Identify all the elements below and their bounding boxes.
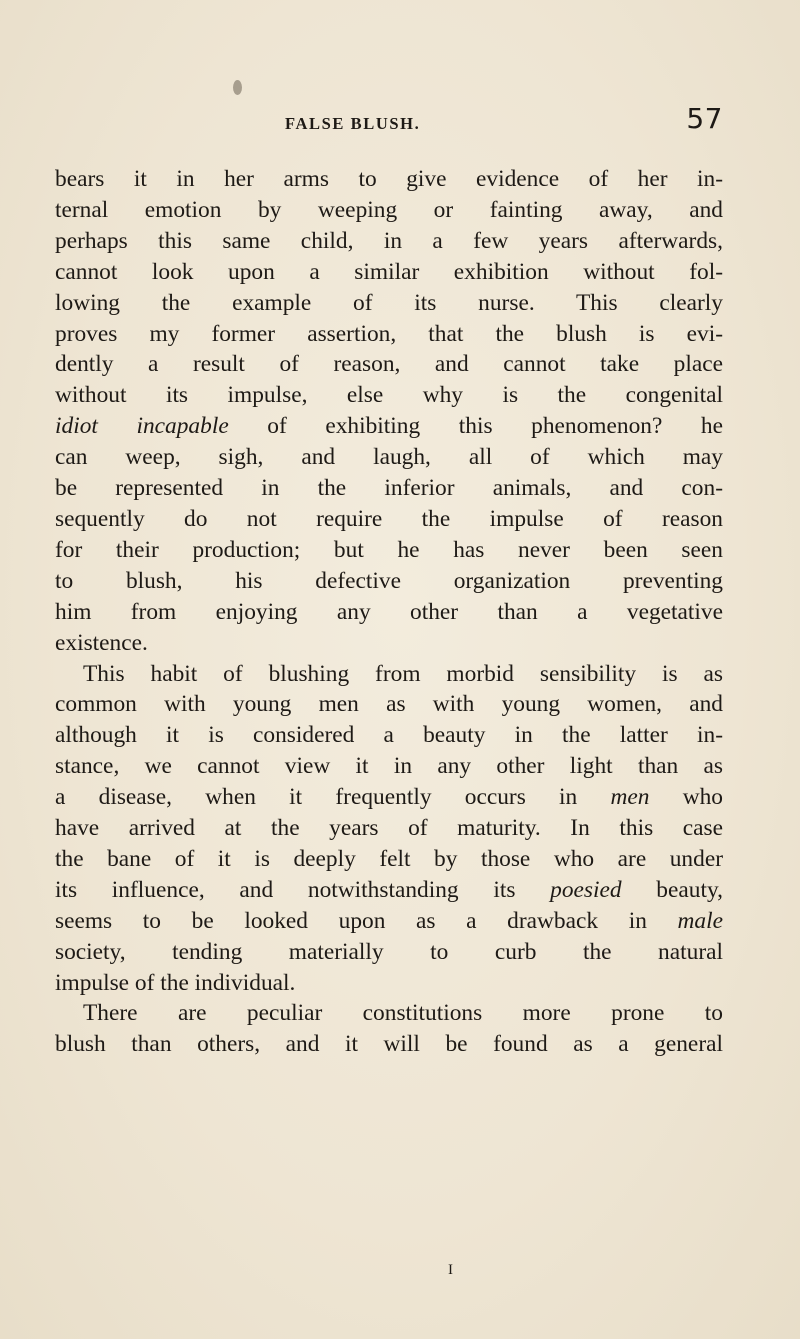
page-header [249, 102, 723, 136]
text-line [55, 288, 723, 319]
text-line [55, 813, 723, 844]
text-segment: blush than others, and it will be found as a general [55, 1031, 723, 1058]
text-line [55, 195, 723, 226]
text-segment: lowing the example of its nurse. This clearly [55, 289, 723, 316]
text-line [55, 257, 723, 288]
text-line [55, 689, 723, 720]
text-segment: be represented in the inferior animals, and con- [55, 475, 723, 502]
text-segment: impulse of the individual. [55, 969, 296, 996]
text-segment: can weep, sigh, and laugh, all of which may [55, 444, 723, 471]
italic-text: men [610, 784, 650, 811]
text-segment: the bane of it is deeply felt by those who are under [55, 845, 723, 872]
text-segment: although it is considered a beauty in the latter in- [55, 722, 723, 749]
text-line [55, 442, 723, 473]
text-line [55, 720, 723, 751]
text-segment: seems to be looked upon as a drawback in [55, 907, 678, 934]
text-segment: bears it in her arms to give evidence of her in- [55, 166, 723, 192]
text-line [55, 566, 723, 597]
text-line [55, 535, 723, 566]
text-line [55, 875, 723, 906]
text-line [55, 164, 723, 195]
text-line [55, 473, 723, 504]
text-segment: dently a result of reason, and cannot take place [55, 351, 723, 378]
text-line [55, 380, 723, 411]
text-segment: beauty, [621, 876, 723, 903]
text-segment: have arrived at the years of maturity. In this case [55, 815, 723, 842]
text-line [55, 937, 723, 968]
page-number: 57 [686, 102, 723, 135]
text-segment: society, tending materially to curb the natural [55, 938, 723, 965]
text-line [55, 504, 723, 535]
text-line [55, 597, 723, 628]
text-line [55, 1029, 723, 1060]
text-segment: a disease, when it frequently occurs in [55, 784, 611, 811]
text-segment: for their production; but he has never been seen [55, 536, 723, 563]
ink-speck [233, 80, 242, 95]
text-segment: existence. [55, 629, 148, 656]
text-segment: sequently do not require the impulse of reason [55, 505, 723, 532]
text-line [55, 844, 723, 875]
text-segment: cannot look upon a similar exhibition without fol- [55, 258, 723, 285]
signature-mark: I [448, 1262, 453, 1278]
text-segment: him from enjoying any other than a vegetative [55, 598, 723, 625]
text-line [55, 968, 723, 999]
text-line [55, 349, 723, 380]
text-segment: without its impulse, else why is the congenital [55, 382, 723, 409]
text-segment: who [649, 784, 723, 811]
italic-text: poesied [550, 876, 622, 903]
text-segment: its influence, and notwithstanding its [55, 876, 551, 903]
text-line [55, 782, 723, 813]
text-segment: common with young men as with young women, and [55, 691, 723, 718]
text-line [55, 411, 723, 442]
text-segment: There are peculiar constitutions more prone to [83, 1000, 723, 1027]
text-line [55, 628, 723, 659]
running-head: FALSE BLUSH. [285, 114, 421, 133]
text-segment: of exhibiting this phenomenon? he [228, 413, 723, 440]
text-line [55, 226, 723, 257]
text-segment: stance, we cannot view it in any other light than as [55, 753, 723, 780]
text-line [55, 751, 723, 782]
text-line [55, 659, 723, 690]
italic-text: male [677, 907, 723, 934]
text-segment: perhaps this same child, in a few years afterwards, [55, 227, 723, 254]
text-line [55, 906, 723, 937]
italic-text: idiot incapable [55, 413, 229, 440]
text-segment: ternal emotion by weeping or fainting away, and [55, 196, 723, 223]
text-segment: to blush, his defective organization preventing [55, 567, 723, 594]
text-segment: proves my former assertion, that the blush is evi- [55, 320, 723, 347]
body-text [55, 164, 723, 1060]
text-segment: This habit of blushing from morbid sensibility is as [83, 660, 723, 687]
text-line [55, 998, 723, 1029]
text-line [55, 319, 723, 350]
